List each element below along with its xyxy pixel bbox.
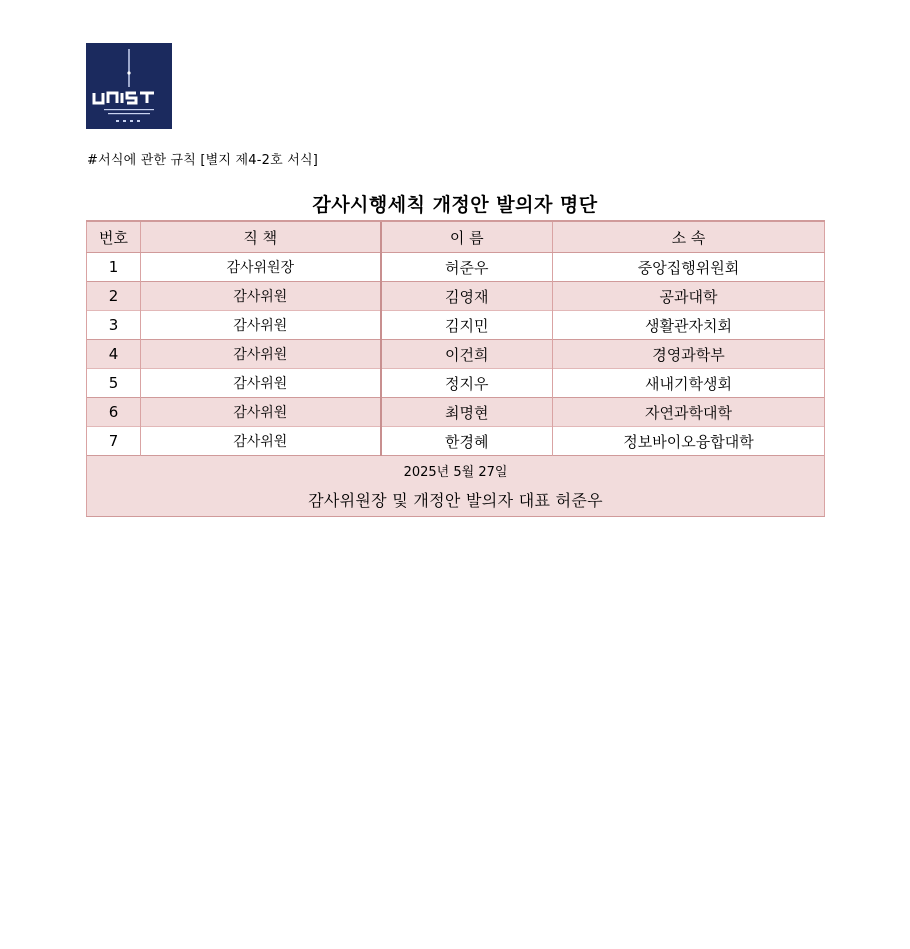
row-name: 김영재 <box>381 282 553 311</box>
row-affiliation: 경영과학부 <box>553 340 825 369</box>
row-name: 허준우 <box>381 253 553 282</box>
table-row <box>87 427 825 456</box>
row-position: 감사위원 <box>141 311 381 340</box>
table-row <box>87 369 825 398</box>
row-name: 한경혜 <box>381 427 553 456</box>
row-position: 감사위원 <box>141 340 381 369</box>
row-number: 5 <box>87 369 141 398</box>
table-row <box>87 311 825 340</box>
header-position: 직 책 <box>141 221 381 253</box>
row-name: 김지민 <box>381 311 553 340</box>
row-affiliation: 자연과학대학 <box>553 398 825 427</box>
row-number: 7 <box>87 427 141 456</box>
unist-logo <box>86 43 172 129</box>
row-affiliation: 공과대학 <box>553 282 825 311</box>
header-affiliation: 소 속 <box>553 221 825 253</box>
signature-date: 2025년 5월 27일 <box>403 465 508 480</box>
row-name: 최명현 <box>381 398 553 427</box>
row-position: 감사위원 <box>141 369 381 398</box>
table-row <box>87 253 825 282</box>
row-affiliation: 생활관자치회 <box>553 311 825 340</box>
proposer-roster-table <box>86 220 825 517</box>
header-number: 번호 <box>87 221 141 253</box>
row-affiliation: 새내기학생회 <box>553 369 825 398</box>
row-number: 3 <box>87 311 141 340</box>
row-number: 6 <box>87 398 141 427</box>
row-position: 감사위원장 <box>141 253 381 282</box>
header-name: 이 름 <box>381 221 553 253</box>
form-regulation-note: #서식에 관한 규칙 [별지 제4-2호 서식] <box>87 153 318 168</box>
row-affiliation: 정보바이오융합대학 <box>553 427 825 456</box>
table-header-row <box>87 221 825 253</box>
row-number: 2 <box>87 282 141 311</box>
row-position: 감사위원 <box>141 282 381 311</box>
document-title: 감사시행세칙 개정안 발의자 명단 <box>312 194 598 216</box>
row-affiliation: 중앙집행위원회 <box>553 253 825 282</box>
table-row <box>87 398 825 427</box>
row-number: 4 <box>87 340 141 369</box>
unist-logo-graphic <box>86 43 172 129</box>
row-position: 감사위원 <box>141 427 381 456</box>
table-footer-row <box>87 456 825 517</box>
signature-line: 감사위원장 및 개정안 발의자 대표 허준우 <box>308 491 603 510</box>
table-row <box>87 282 825 311</box>
row-position: 감사위원 <box>141 398 381 427</box>
row-name: 이건희 <box>381 340 553 369</box>
row-name: 정지우 <box>381 369 553 398</box>
signature-block <box>87 456 825 517</box>
table-row <box>87 340 825 369</box>
row-number: 1 <box>87 253 141 282</box>
